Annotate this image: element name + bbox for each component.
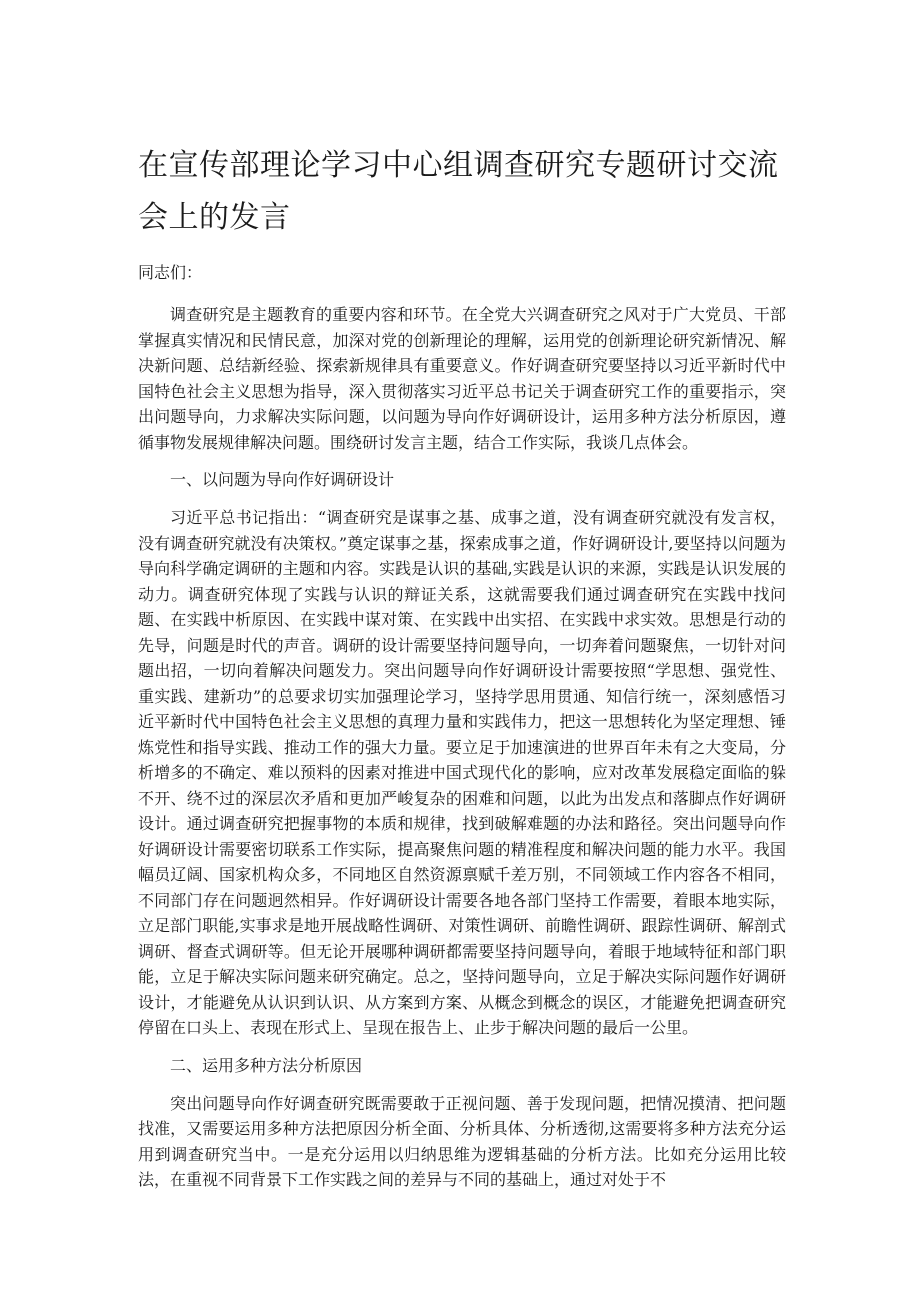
section-1-paragraph: 习近平总书记指出：“调查研究是谋事之基、成事之道，没有调查研究就没有发言权，没有调查研究就没有决策权。”奠定谋事之基，探索成事之道，作好调研设计,要坚持以问题为导向科学确定调研的主题和内容。实践是认识的基础,实践是认识的来源，实践是认识发展的动力。调查研究体现了实践与认识的辩证关系，这就需要我们通过调查研究在实践中找问题、在实践中析原因、在实践中谋对策、在实践中出实招、在实践中求实效。思想是行动的先导，问题是时代的声音。调研的设计需要坚持问题导向，一切奔着问题聚焦，一切针对问题出招，一切向着解决问题发力。突出问题导向作好调研设计需要按照“学思想、强党性、重实践、建新功”的总要求切实加强理论学习，坚持学思用贯通、知信行统一，深刻感悟习近平新时代中国特色社会主义思想的真理力量和实践伟力，把这一思想转化为坚定理想、锤炼党性和指导实践、推动工作的强大力量。要立足于加速演进的世界百年未有之大变局，分析增多的不确定、难以预料的因素对推进中国式现代化的影响，应对改革发展稳定面临的躲不开、绕不过的深层次矛盾和更加严峻复杂的困难和问题，以此为出发点和落脚点作好调研设计。通过调查研究把握事物的本质和规律，找到破解难题的办法和路径。突出问题导向作好调研设计需要密切联系工作实际，提高聚焦问题的精准程度和解决问题的能力水平。我国幅员辽阔、国家机构众多，不同地区自然资源禀赋千差万别，不同领域工作内容各不相同，不同部门存在问题迥然相异。作好调研设计需要各地各部门坚持工作需要，着眼本地实际，立足部门职能,实事求是地开展战略性调研、对策性调研、前瞻性调研、跟踪性调研、解剖式调研、督查式调研等。但无论开展哪种调研都需要坚持问题导向，着眼于地域特征和部门职能，立足于解决实际问题来研究确定。总之，坚持问题导向，立足于解决实际问题作好调研设计，才能避免从认识到认识、从方案到方案、从概念到概念的误区，才能避免把调查研究停留在口头上、表现在形式上、呈现在报告上、止步于解决问题的最后一公里。 [138,508,786,1037]
document-page [138,140,786,1204]
greeting: 同志们： [138,263,203,282]
document-title: 在宣传部理论学习中心组调查研究专题研讨交流会上的发言 [138,148,779,235]
section-1-heading: 一、以问题为导向作好调研设计 [170,470,395,489]
intro-paragraph: 调查研究是主题教育的重要内容和环节。在全党大兴调查研究之风对于广大党员、干部掌握真实情况和民情民意，加深对党的创新理论的理解，运用党的创新理论研究新情况、解决新问题、总结新经验、探索新规律具有重要意义。作好调查研究要坚持以习近平新时代中国特色社会主义思想为指导，深入贯彻落实习近平总书记关于调查研究工作的重要指示，突出问题导向，力求解决实际问题，以问题为导向作好调研设计，运用多种方法分析原因，遵循事物发展规律解决问题。围绕研讨发言主题，结合工作实际，我谈几点体会。 [138,305,786,452]
section-2-paragraph: 突出问题导向作好调查研究既需要敢于正视问题、善于发现问题，把情况摸清、把问题找准，又需要运用多种方法把原因分析全面、分析具体、分析透彻,这需要将多种方法充分运用到调查研究当中。一是充分运用以归纳思维为逻辑基础的分析方法。比如充分运用比较法，在重视不同背景下工作实践之间的差异与不同的基础上，通过对处于不 [138,1093,786,1189]
section-2-heading: 二、运用多种方法分析原因 [170,1055,363,1075]
